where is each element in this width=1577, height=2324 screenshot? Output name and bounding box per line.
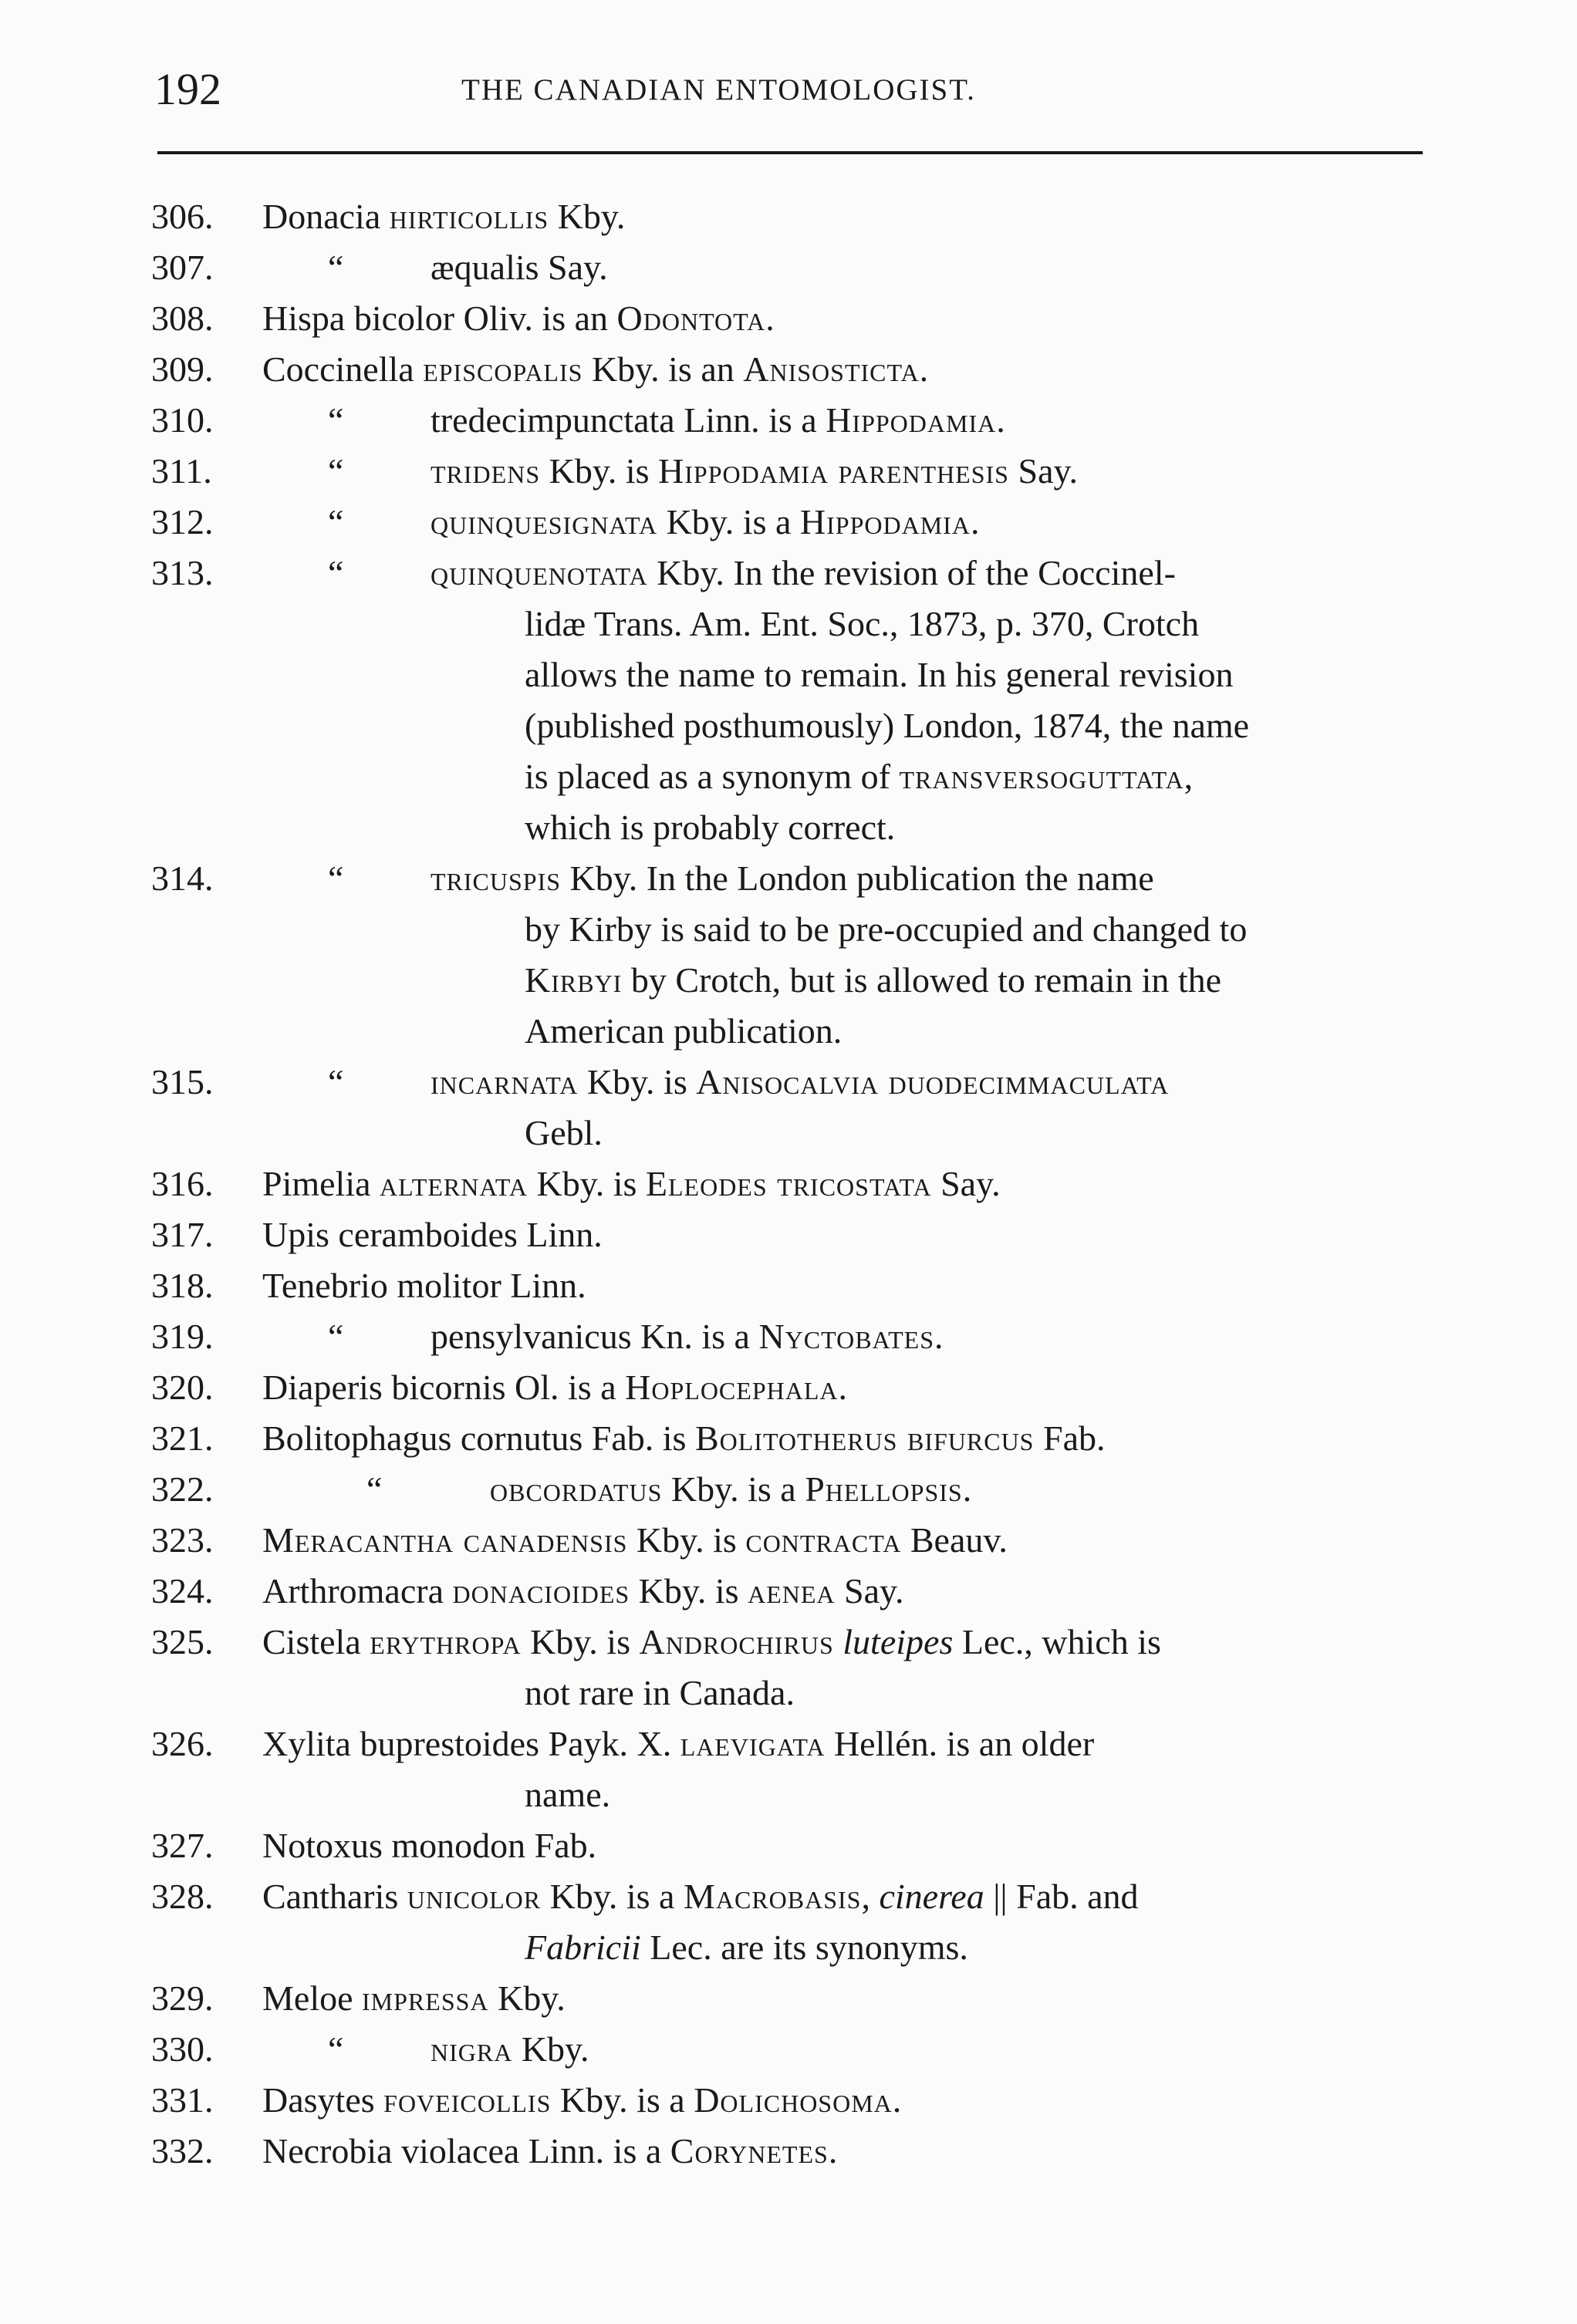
ditto-mark: “ [328, 1062, 344, 1101]
entry-text: Pimelia alternata Kby. is Eleodes tricostata Say. [262, 1164, 1001, 1203]
entry-text: Meloe impressa Kby. [262, 1978, 566, 2018]
entry-text: tricuspis Kby. In the London publication the name [431, 858, 1154, 898]
entry-number: 309. [151, 349, 214, 389]
entry-number: 317. [151, 1215, 214, 1254]
entry-text: Bolitophagus cornutus Fab. is Bolitotherus bifurcus Fab. [262, 1418, 1106, 1458]
entry-text: Notoxus monodon Fab. [262, 1826, 597, 1865]
entry-number: 311. [151, 451, 212, 491]
ditto-mark: “ [328, 451, 344, 491]
entry-number: 330. [151, 2029, 214, 2069]
entry-number: 328. [151, 1877, 214, 1916]
entry-number: 324. [151, 1571, 214, 1611]
entry-continuation: is placed as a synonym of transversoguttata, [525, 757, 1194, 796]
entry-number: 314. [151, 858, 214, 898]
entry-text: Arthromacra donacioides Kby. is aenea Say. [262, 1571, 904, 1611]
ditto-mark: “ [366, 1469, 383, 1509]
entry-text: Dasytes foveicollis Kby. is a Dolichosoma. [262, 2080, 902, 2120]
entry-number: 331. [151, 2080, 214, 2120]
entry-number: 307. [151, 248, 214, 287]
entry-number: 316. [151, 1164, 214, 1203]
entry-continuation: lidæ Trans. Am. Ent. Soc., 1873, p. 370, Crotch [525, 604, 1200, 643]
entry-number: 312. [151, 502, 214, 541]
entry-number: 323. [151, 1520, 214, 1560]
ditto-mark: “ [328, 1317, 344, 1356]
entry-number: 326. [151, 1724, 214, 1763]
entry-continuation: name. [525, 1775, 611, 1814]
entry-continuation: Gebl. [525, 1113, 603, 1152]
entry-number: 327. [151, 1826, 214, 1865]
entry-text: Donacia hirticollis Kby. [262, 197, 626, 236]
entry-number: 318. [151, 1266, 214, 1305]
entry-text: obcordatus Kby. is a Phellopsis. [490, 1469, 972, 1509]
entry-text: Diaperis bicornis Ol. is a Hoplocephala. [262, 1368, 847, 1407]
entry-number: 325. [151, 1622, 214, 1661]
entry-text: Necrobia violacea Linn. is a Corynetes. [262, 2131, 838, 2171]
entry-continuation: allows the name to remain. In his general revision [525, 655, 1234, 694]
running-title: THE CANADIAN ENTOMOLOGIST. [461, 73, 976, 106]
entry-continuation: (published posthumously) London, 1874, the name [525, 706, 1250, 745]
entry-number: 319. [151, 1317, 214, 1356]
entry-number: 320. [151, 1368, 214, 1407]
ditto-mark: “ [328, 858, 344, 898]
entry-number: 310. [151, 400, 214, 440]
entry-continuation: Kirbyi by Crotch, but is allowed to remain in the [525, 960, 1222, 1000]
entry-number: 329. [151, 1978, 214, 2018]
entry-text: Meracantha canadensis Kby. is contracta Beauv. [262, 1520, 1008, 1560]
entry-number: 313. [151, 553, 214, 592]
entry-number: 321. [151, 1418, 214, 1458]
entry-text: Tenebrio molitor Linn. [262, 1266, 586, 1305]
entry-continuation: American publication. [525, 1011, 843, 1051]
entry-continuation: not rare in Canada. [525, 1673, 795, 1712]
entry-number: 315. [151, 1062, 214, 1101]
page-number: 192 [154, 64, 221, 114]
entry-text: tridens Kby. is Hippodamia parenthesis Say. [431, 451, 1078, 491]
header-rule [157, 151, 1423, 154]
entry-continuation: Fabricii Lec. are its synonyms. [525, 1928, 968, 1967]
entry-text: æqualis Say. [431, 248, 608, 287]
entry-text: Hispa bicolor Oliv. is an Odontota. [262, 299, 775, 338]
ditto-mark: “ [328, 502, 344, 541]
entry-continuation: by Kirby is said to be pre-occupied and changed to [525, 909, 1248, 949]
entry-text: tredecimpunctata Linn. is a Hippodamia. [431, 400, 1005, 440]
entry-text: Coccinella episcopalis Kby. is an Anisosticta. [262, 349, 929, 389]
ditto-mark: “ [328, 400, 344, 440]
entry-text: incarnata Kby. is Anisocalvia duodecimmaculata [431, 1062, 1170, 1101]
entry-text: pensylvanicus Kn. is a Nyctobates. [431, 1317, 944, 1356]
ditto-mark: “ [328, 553, 344, 592]
ditto-mark: “ [328, 2029, 344, 2069]
entry-number: 306. [151, 197, 214, 236]
entry-text: Cantharis unicolor Kby. is a Macrobasis, cinerea || Fab. and [262, 1877, 1139, 1916]
entry-text: Cistela erythropa Kby. is Androchirus luteipes Lec., which is [262, 1622, 1161, 1661]
entry-text: Upis ceramboides Linn. [262, 1215, 603, 1254]
entry-number: 332. [151, 2131, 214, 2171]
entry-number: 308. [151, 299, 214, 338]
entry-text: nigra Kby. [431, 2029, 589, 2069]
entry-text: quinquenotata Kby. In the revision of the Coccinel- [431, 553, 1176, 592]
entry-continuation: which is probably correct. [525, 808, 896, 847]
ditto-mark: “ [328, 248, 344, 287]
entry-text: quinquesignata Kby. is a Hippodamia. [431, 502, 980, 541]
entry-text: Xylita buprestoides Payk. X. laevigata Hellén. is an older [262, 1724, 1095, 1763]
entry-number: 322. [151, 1469, 214, 1509]
